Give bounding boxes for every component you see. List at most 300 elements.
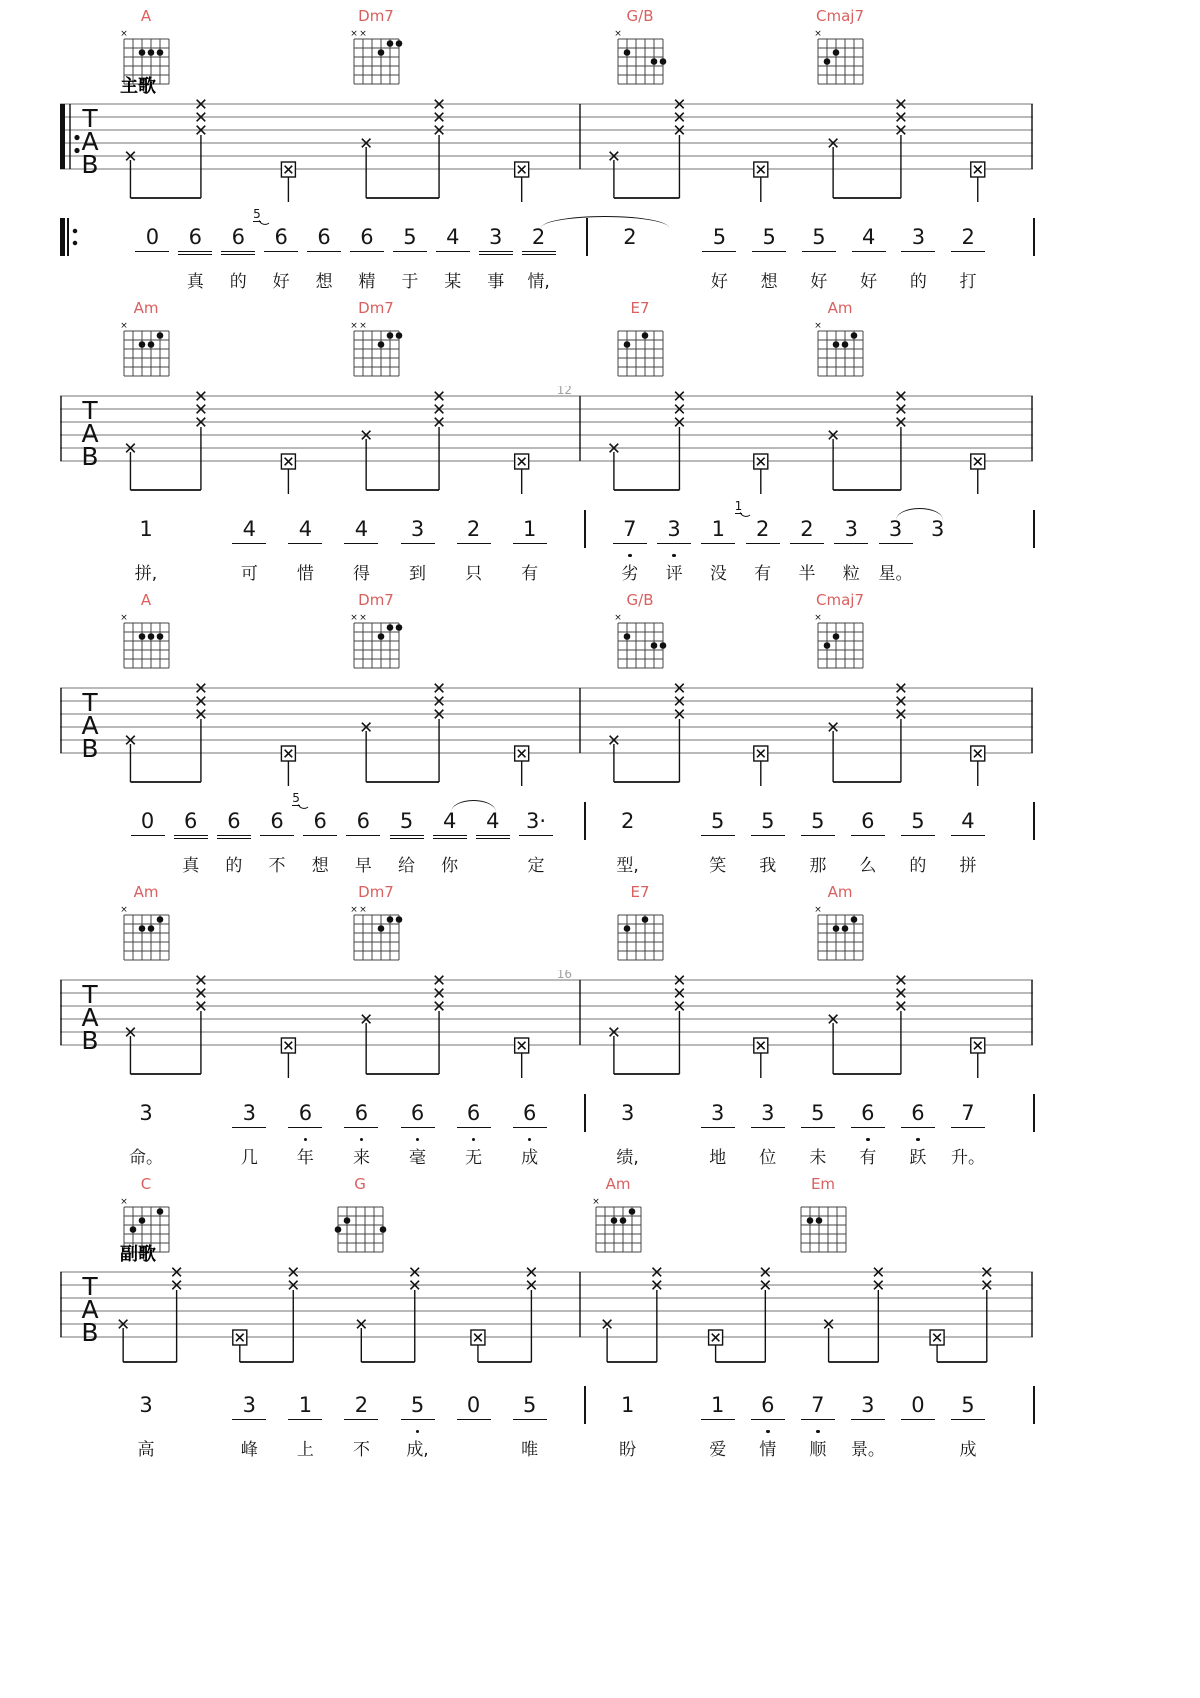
octave-dot-slot: [398, 1136, 438, 1144]
lyric: 好: [272, 272, 290, 292]
chord-row: [60, 592, 1035, 680]
lyric: 峰: [240, 1440, 258, 1460]
repeat-sign: [60, 218, 79, 256]
jianpu-number: 3: [139, 1393, 153, 1417]
muted-string-mark: ×: [350, 321, 358, 331]
jianpu-number: 5: [961, 1393, 975, 1417]
beam-lines: [751, 1127, 785, 1136]
token-inner: [304, 210, 344, 294]
token-inner: [798, 1086, 838, 1170]
jianpu-number: 5: [811, 1101, 825, 1125]
measure-1: [74, 1086, 584, 1170]
muted-string-mark: ×: [814, 321, 822, 331]
lyric: 型,: [616, 856, 639, 876]
beam-lines: [129, 543, 163, 552]
chord-dm7: [348, 884, 404, 965]
beam-lines: [393, 251, 427, 260]
jianpu-number: 2: [623, 225, 637, 249]
muted-string-mark: ×: [359, 321, 367, 331]
token-inner: [171, 794, 211, 878]
octave-dot-slot: [848, 844, 888, 852]
jianpu-number: 6: [466, 1101, 481, 1125]
octave-dot-slot: [341, 552, 381, 560]
lyric: 想: [315, 272, 333, 292]
octave-dot-slot: [510, 552, 550, 560]
beam-line: [131, 835, 165, 836]
jianpu-number: 4: [242, 517, 257, 541]
beam-line: [851, 1127, 885, 1128]
token-inner: [698, 1378, 738, 1462]
system-5: [60, 1174, 1035, 1466]
jianpu-number: 5: [761, 809, 775, 833]
lyric: 拼,: [134, 564, 158, 584]
octave-dot: [416, 1430, 420, 1434]
lyric: 有: [859, 1148, 877, 1168]
octave-dot: [816, 1430, 820, 1434]
chord-name: Dm7: [358, 883, 394, 901]
note-token: [517, 210, 560, 294]
chord-grid: [348, 901, 404, 965]
beam-line: [344, 543, 378, 544]
beam-line: [457, 1127, 491, 1128]
octave-dot-slot: [698, 1428, 738, 1436]
token-inner: [341, 502, 381, 586]
note-token: [695, 210, 745, 294]
end-barline: [1033, 218, 1035, 256]
beam-line: [232, 543, 266, 544]
jianpu-number: 6: [360, 225, 374, 249]
note-token: [502, 502, 558, 586]
note-token: [126, 502, 221, 586]
chord-cmaj7: [812, 8, 868, 89]
note-token: [389, 502, 445, 586]
chord-name: G/B: [626, 591, 654, 609]
note-token: [221, 502, 277, 586]
lyric: 于: [401, 272, 419, 292]
octave-dot-slot: [516, 844, 556, 852]
lyric: 给: [398, 856, 416, 876]
token-inner: [390, 210, 430, 294]
beam-lines: [288, 1419, 322, 1428]
lyric: 事: [487, 272, 505, 292]
beam-line: [174, 838, 208, 839]
note-token: [388, 210, 431, 294]
token-inner: [748, 1086, 788, 1170]
octave-dot-slot: [898, 844, 938, 852]
jianpu-number: 4: [446, 225, 460, 249]
lyric: 成: [959, 1440, 977, 1460]
beam-lines: [433, 835, 467, 844]
lyric: 成,: [406, 1440, 429, 1460]
token-inner: [343, 794, 383, 878]
lyric: 毫: [409, 1148, 427, 1168]
octave-dot: [866, 1138, 870, 1142]
jianpu-number: 3: [844, 517, 858, 541]
octave-dot: [528, 1138, 532, 1142]
beam-lines: [611, 835, 645, 844]
lyric: 年: [296, 1148, 314, 1168]
muted-string-mark: ×: [120, 905, 128, 915]
lyric: 笑: [709, 856, 727, 876]
octave-dot-slot: [218, 260, 258, 268]
beam-line: [390, 838, 424, 839]
note-token: [652, 502, 696, 586]
beam-lines: [852, 251, 886, 260]
end-barline: [1033, 1386, 1035, 1424]
jianpu-number: 3: [410, 517, 425, 541]
note-token: [385, 794, 428, 878]
jianpu-number: 3·: [525, 809, 546, 833]
lyric: 上: [296, 1440, 314, 1460]
muted-string-mark: ×: [359, 613, 367, 623]
tab-staff: [60, 94, 1035, 208]
token-inner: [948, 794, 988, 878]
beam-line: [746, 543, 780, 544]
chord-grid: [118, 317, 174, 381]
svg-text:A: A: [81, 711, 99, 740]
svg-text:T: T: [82, 104, 98, 133]
lyric: 有: [754, 564, 772, 584]
beam-lines: [790, 543, 824, 552]
lyric: 的: [909, 272, 927, 292]
chord-grid: [612, 901, 668, 965]
note-token: [346, 210, 389, 294]
beam-lines: [436, 251, 470, 260]
token-inner: [608, 1378, 648, 1462]
beam-line: [752, 251, 786, 252]
beam-lines: [479, 251, 513, 260]
token-inner: [699, 210, 739, 294]
octave-dot-slot: [476, 260, 516, 268]
chord-name: Am: [133, 883, 159, 901]
lyric: 不: [268, 856, 286, 876]
strum-pattern-m1: [126, 976, 529, 1078]
note-token: [943, 1378, 993, 1462]
measure-2: [588, 210, 1033, 294]
token-inner: [476, 210, 516, 294]
octave-dot-slot: [948, 260, 988, 268]
beam-line: [951, 835, 985, 836]
beam-lines: [801, 835, 835, 844]
note-token: [893, 1378, 943, 1462]
note-token: [843, 794, 893, 878]
beam-lines: [901, 1419, 935, 1428]
measure-number: 12: [556, 386, 572, 397]
octave-dot: [304, 1138, 308, 1142]
note-token: [169, 794, 212, 878]
octave-dot-slot: [214, 844, 254, 852]
octave-dot-slot: [519, 260, 559, 268]
chord-name: Am: [827, 883, 853, 901]
beam-lines: [135, 251, 169, 260]
beam-line: [433, 835, 467, 836]
lyric: 想: [760, 272, 778, 292]
beam-line: [476, 838, 510, 839]
octave-dot-slot: [175, 260, 215, 268]
muted-string-mark: ×: [359, 905, 367, 915]
jianpu-number: 6: [410, 1101, 425, 1125]
token-inner: [229, 1086, 269, 1170]
octave-dot-slot: [798, 1136, 838, 1144]
chord-row: [60, 300, 1035, 388]
token-inner: [257, 794, 297, 878]
note-token: [693, 794, 743, 878]
beam-line: [436, 251, 470, 252]
jianpu-number: 3: [139, 1101, 153, 1125]
grace-note: 5: [292, 791, 300, 805]
grace-note: 5: [253, 207, 261, 221]
octave-dot-slot: [948, 1136, 988, 1144]
tab-clef: [81, 1272, 98, 1347]
tab-clef: [81, 688, 98, 763]
jianpu-number: 3: [911, 225, 926, 249]
beam-line: [834, 543, 868, 544]
note-token: [943, 1086, 993, 1170]
spacer: [60, 1378, 74, 1388]
octave-dot-slot: [126, 552, 166, 560]
beam-line: [513, 543, 547, 544]
beam-lines: [217, 835, 251, 844]
chord-name: Dm7: [358, 299, 394, 317]
chord-name: Am: [605, 1175, 631, 1193]
beam-line: [801, 1419, 835, 1420]
chord-am: [590, 1176, 646, 1257]
octave-dot-slot: [698, 552, 738, 560]
beam-line: [801, 1127, 835, 1128]
jianpu-number: 6: [354, 1101, 369, 1125]
lyric: 那: [809, 856, 827, 876]
octave-dot-slot: [341, 1428, 381, 1436]
token-inner: [654, 502, 694, 586]
chord-grid: [812, 25, 868, 89]
octave-dot-slot: [261, 260, 301, 268]
beam-line: [479, 254, 513, 255]
beam-lines: [851, 1419, 885, 1428]
jianpu-number: 1: [711, 1393, 725, 1417]
token-inner: [292, 791, 340, 878]
token-inner: [948, 1086, 988, 1170]
beam-line: [513, 1127, 547, 1128]
beam-line: [288, 1127, 322, 1128]
beam-line: [851, 1419, 885, 1420]
lyric: 未: [809, 1148, 827, 1168]
strum-pattern-m1: [126, 392, 529, 494]
lyric: 的: [229, 272, 247, 292]
octave-dot-slot: [898, 1136, 938, 1144]
jianpu-number: 5: [762, 225, 776, 249]
beam-lines: [901, 251, 935, 260]
jianpu-number: 5: [812, 225, 826, 249]
note-token: [431, 210, 474, 294]
beam-lines: [701, 543, 735, 552]
lyric: 的: [225, 856, 243, 876]
token-inner: [285, 1086, 325, 1170]
beam-line: [751, 1419, 785, 1420]
beam-line: [901, 835, 935, 836]
token-inner: [398, 1378, 438, 1462]
svg-text:A: A: [81, 419, 99, 448]
note-token: [893, 794, 943, 878]
muted-string-mark: ×: [120, 1197, 128, 1207]
lyric: 好: [860, 272, 878, 292]
octave-dot-slot: [126, 1428, 166, 1436]
chord-row: [60, 884, 1035, 972]
beam-line: [951, 251, 985, 252]
note-token: [873, 502, 917, 586]
beam-line: [264, 251, 298, 252]
beam-lines: [851, 1127, 885, 1136]
note-token: [693, 1086, 743, 1170]
octave-dot-slot: [608, 1136, 648, 1144]
beam-lines: [513, 1127, 547, 1136]
note-token: [793, 1086, 843, 1170]
jianpu-number: 6: [317, 225, 331, 249]
lyric: 情,: [527, 272, 550, 292]
beam-lines: [801, 1419, 835, 1428]
beam-lines: [232, 1127, 266, 1136]
jianpu-number: 5: [399, 809, 414, 833]
beam-line: [701, 543, 735, 544]
token-inner: [510, 1378, 550, 1462]
beam-line: [457, 1419, 491, 1420]
note-token: [342, 794, 385, 878]
jianpu-number: 2: [466, 517, 481, 541]
note-token: [174, 210, 217, 294]
octave-dot: [416, 1138, 420, 1142]
note-token: [608, 1086, 693, 1170]
chord-name: Dm7: [358, 7, 394, 25]
note-token: [610, 210, 695, 294]
jianpu-number: 6: [761, 1393, 775, 1417]
note-token: [131, 210, 174, 294]
lyric: 可: [240, 564, 258, 584]
beam-lines: [611, 1127, 645, 1136]
octave-dot-slot: [171, 844, 211, 852]
lyric: 没: [709, 564, 727, 584]
note-token: [502, 1086, 558, 1170]
note-token: [943, 794, 993, 878]
token-inner: [898, 794, 938, 878]
token-inner: [898, 1378, 938, 1462]
lyric: 早: [354, 856, 372, 876]
beam-lines: [752, 251, 786, 260]
lyric: 景。: [850, 1440, 885, 1460]
jianpu-number: 6: [270, 809, 284, 833]
beam-lines: [346, 835, 380, 844]
octave-dot-slot: [132, 260, 172, 268]
beam-lines: [701, 1127, 735, 1136]
octave-dot-slot: [387, 844, 427, 852]
octave-dot-slot: [948, 1428, 988, 1436]
note-token: [277, 1378, 333, 1462]
jianpu-number: 3: [931, 517, 945, 541]
beam-line: [751, 1127, 785, 1128]
chord-cmaj7: [812, 592, 868, 673]
chord-g: [332, 1176, 388, 1257]
beam-lines: [129, 1419, 163, 1428]
octave-dot-slot: [898, 260, 938, 268]
token-inner: [341, 1086, 381, 1170]
beam-lines: [519, 835, 553, 844]
jianpu-number: 0: [911, 1393, 925, 1417]
beam-lines: [951, 1127, 985, 1136]
muted-string-mark: ×: [120, 321, 128, 331]
note-token: [793, 794, 843, 878]
chord-dm7: [348, 8, 404, 89]
beam-line: [174, 835, 208, 836]
svg-text:T: T: [82, 396, 98, 425]
lyric: 星。: [878, 564, 913, 584]
beam-lines: [851, 835, 885, 844]
muted-string-mark: ×: [814, 905, 822, 915]
token-inner: [214, 794, 254, 878]
chord-am: [812, 300, 868, 381]
octave-dot: [472, 1138, 476, 1142]
strum-pattern-m2: [603, 1268, 991, 1362]
svg-text:T: T: [82, 1272, 98, 1301]
beam-lines: [344, 1127, 378, 1136]
beam-lines: [701, 835, 735, 844]
octave-dot-slot: [848, 1428, 888, 1436]
note-token: [894, 210, 944, 294]
beam-lines: [657, 543, 691, 552]
jianpu-number: 6: [188, 225, 203, 249]
octave-dot-slot: [608, 1428, 648, 1436]
token-inner: [698, 1086, 738, 1170]
lyric: 得: [352, 564, 370, 584]
muted-string-mark: ×: [120, 29, 128, 39]
token-inner: [799, 210, 839, 294]
octave-dot-slot: [798, 1428, 838, 1436]
chord-name: Cmaj7: [816, 591, 864, 609]
tab-clef: [81, 104, 98, 179]
octave-dot-slot: [748, 1428, 788, 1436]
octave-dot-slot: [285, 1136, 325, 1144]
octave-dot-slot: [699, 260, 739, 268]
end-barline: [1033, 1094, 1035, 1132]
lyric: 想: [311, 856, 329, 876]
token-inner: [698, 794, 738, 878]
muted-string-mark: ×: [359, 29, 367, 39]
tab-clef: [81, 980, 98, 1055]
beam-lines: [951, 251, 985, 260]
jianpu-number: 6: [861, 809, 875, 833]
token-inner: [253, 207, 301, 294]
beam-lines: [611, 1419, 645, 1428]
lyric: 命。: [129, 1148, 163, 1168]
note-token: [253, 207, 303, 294]
jianpu-number: 5: [711, 809, 725, 833]
jianpu-number: 5: [410, 1393, 425, 1417]
grace-note: 1: [734, 499, 743, 513]
octave-dot-slot: [876, 552, 916, 560]
chord-grid: [812, 609, 868, 673]
jianpu-number: 3: [489, 225, 503, 249]
note-token: [893, 1086, 943, 1170]
octave-dot-slot: [798, 844, 838, 852]
note-token: [743, 1378, 793, 1462]
token-inner: [285, 1378, 325, 1462]
beam-lines: [522, 251, 556, 260]
lyric: 唯: [521, 1440, 539, 1460]
svg-text:B: B: [81, 1318, 99, 1347]
note-token: [389, 1086, 445, 1170]
beam-lines: [613, 543, 647, 552]
beam-lines: [401, 1127, 435, 1136]
octave-dot-slot: [341, 1136, 381, 1144]
jianpu-number: 2: [961, 225, 975, 249]
end-barline: [1033, 802, 1035, 840]
